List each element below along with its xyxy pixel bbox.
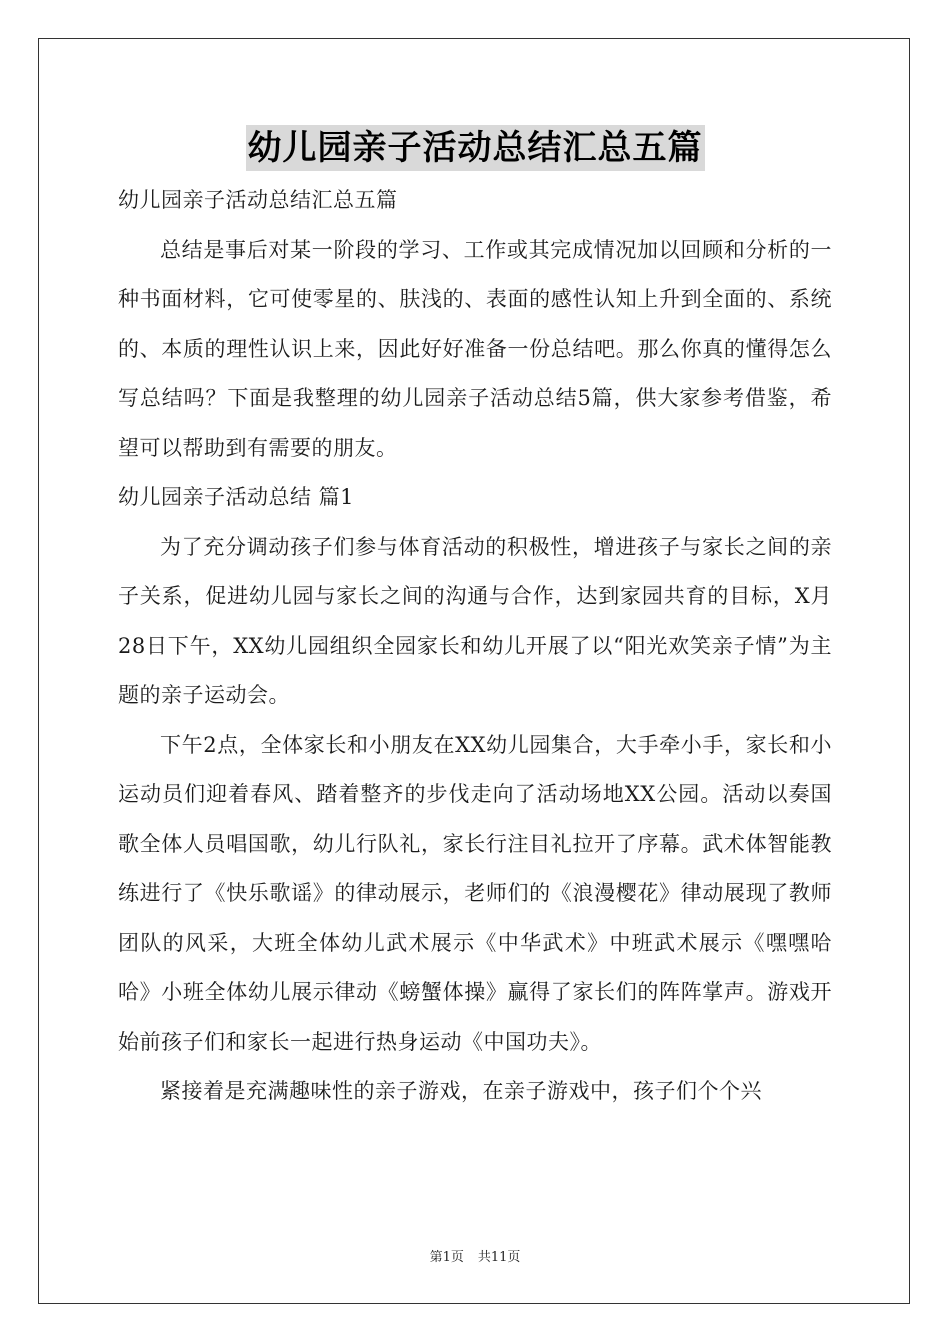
section-heading: 幼儿园亲子活动总结 篇1 — [118, 485, 355, 509]
page-footer — [0, 1246, 950, 1265]
page-number: 第1页 — [429, 1250, 464, 1265]
body-paragraph: 紧接着是充满趣味性的亲子游戏，在亲子游戏中，孩子们个个兴 — [160, 1079, 762, 1103]
subtitle-paragraph: 幼儿园亲子活动总结汇总五篇 — [118, 188, 398, 212]
page-total: 共11页 — [477, 1250, 521, 1265]
document-title[interactable]: 幼儿园亲子活动总结汇总五篇 — [246, 125, 705, 171]
intro-paragraph: 总结是事后对某一阶段的学习、工作或其完成情况加以回顾和分析的一种书面材料，它可使零星的、肤浅的、表面的感性认知上升到全面的、系统的、本质的理性认识上来，因此好好准备一份总结吧。那么你真的懂得怎么写总结吗？下面是我整理的幼儿园亲子活动总结5篇，供大家参考借鉴，希望可以帮助到有需要的朋友。 — [118, 237, 832, 460]
title-container — [0, 125, 950, 171]
body-paragraph: 为了充分调动孩子们参与体育活动的积极性，增进孩子与家长之间的亲子关系，促进幼儿园与家长之间的沟通与合作，达到家园共育的目标，X月28日下午，XX幼儿园组织全园家长和幼儿开展了以“阳光欢笑亲子情”为主题的亲子运动会。 — [118, 534, 832, 707]
document-body — [118, 176, 832, 1117]
body-paragraph: 下午2点，全体家长和小朋友在XX幼儿园集合，大手牵小手，家长和小运动员们迎着春风、踏着整齐的步伐走向了活动场地XX公园。活动以奏国歌全体人员唱国歌，幼儿行队礼，家长行注目礼拉开了序幕。武术体智能教练进行了《快乐歌谣》的律动展示，老师们的《浪漫樱花》律动展现了教师团队的风采，大班全体幼儿武术展示《中华武术》中班武术展示《嘿嘿哈哈》小班全体幼儿展示律动《螃蟹体操》赢得了家长们的阵阵掌声。游戏开始前孩子们和家长一起进行热身运动《中国功夫》。 — [118, 732, 832, 1054]
